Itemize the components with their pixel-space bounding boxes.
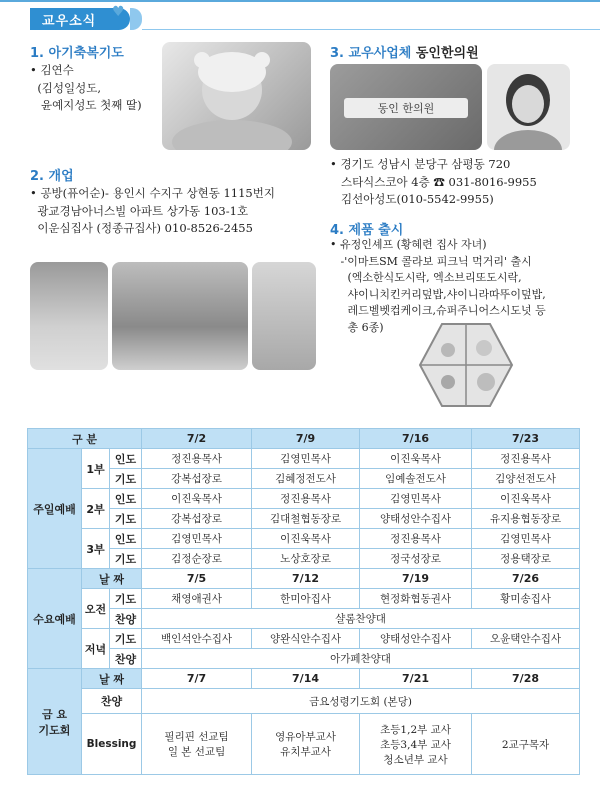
table-row: [28, 449, 580, 469]
s4-body: • 유정인셰프 (황혜련 집사 자녀) -'이마트SM 콜라보 피크닉 먹거리' 출시 (엑소한식도시락, 엑소브리또도시락, 샤이니치킨커리덮밥,샤이니라따뚜이덮밥, 레드벨벳컵케이크,슈퍼주니어스시도넛 등 총 6종): [330, 238, 546, 334]
table-cell: 금요성령기도회 (본당): [142, 689, 580, 714]
role-label: 기도: [110, 589, 142, 609]
fri-label-1: 금 요: [41, 707, 68, 721]
date-cell: 7/12: [252, 569, 360, 589]
baby-image-icon: [162, 42, 311, 150]
table-row: [28, 489, 580, 509]
evening-label: 저녁: [82, 629, 110, 669]
table-cell: 김영민목사: [252, 449, 360, 469]
shop-photo-1: [30, 262, 108, 370]
date-cell: 7/19: [360, 569, 472, 589]
date-cell: 7/16: [360, 429, 472, 449]
role-label: 찬양: [110, 609, 142, 629]
table-cell: 정진용목사: [472, 449, 580, 469]
role-label: Blessing: [82, 714, 142, 775]
role-label: 찬양: [110, 649, 142, 669]
schedule-table: [27, 428, 580, 775]
table-row: [28, 669, 580, 689]
table-row: [28, 589, 580, 609]
s2-title: 개업: [48, 169, 74, 184]
role-label: 기도: [110, 509, 142, 529]
service-3-label: 3부: [82, 529, 110, 569]
date-cell: 7/26: [472, 569, 580, 589]
table-cell: 채영애권사: [142, 589, 252, 609]
fri-label: [28, 669, 82, 775]
role-label: 기도: [110, 469, 142, 489]
table-cell: 백인석안수집사: [142, 629, 252, 649]
role-label: 기도: [110, 549, 142, 569]
table-cell: 임예솔전도사: [360, 469, 472, 489]
table-cell: [360, 714, 472, 775]
header-label: 구 분: [28, 429, 142, 449]
table-cell: 김영민목사: [472, 529, 580, 549]
date-cell: 7/9: [252, 429, 360, 449]
bless-line: 초등1,2부 교사: [380, 723, 451, 736]
s4-line-1: 유정인셰프 (황혜련 집사 자녀): [340, 238, 487, 251]
table-row: [28, 429, 580, 449]
heart-icon: ♥: [112, 4, 125, 20]
baby-photo: [162, 42, 311, 150]
s3-number: 3.: [330, 46, 344, 61]
bless-line: 유치부교사: [280, 746, 331, 758]
s1-heading: [30, 42, 124, 61]
table-cell: 김영민목사: [360, 489, 472, 509]
date-label: 날 짜: [82, 669, 142, 689]
table-cell: 김영민목사: [142, 529, 252, 549]
s1-number: 1.: [30, 46, 44, 61]
table-row: [28, 609, 580, 629]
s1-title: 아기축복기도: [48, 46, 124, 61]
table-cell: 양완식안수집사: [252, 629, 360, 649]
s3-line-2: 스타식스코아 4층 ☎ 031-8016-9955: [340, 174, 537, 189]
table-cell: 정국성장로: [360, 549, 472, 569]
table-cell: 김정순장로: [142, 549, 252, 569]
fri-label-2: 기도회: [38, 723, 71, 737]
role-label: 인도: [110, 489, 142, 509]
table-cell: 이진욱목사: [472, 489, 580, 509]
bless-line: 필리핀 선교팀: [164, 731, 229, 743]
sunday-label: 주일예배: [28, 449, 82, 569]
table-row: [28, 469, 580, 489]
product-box-icon: [418, 320, 514, 410]
clinic-sign: [344, 98, 468, 118]
table-cell: 김대철협동장로: [252, 509, 360, 529]
bless-line: 초등3,4부 교사: [380, 738, 451, 751]
date-cell: 7/7: [142, 669, 252, 689]
s2-body: • 공방(퓨어순)- 용인시 수지구 상현동 1115번지 광교경남아너스빌 아파트 상가동 103-1호 이운심집사 (정종규집사) 010-8526-2455: [30, 186, 275, 235]
table-cell: 강복섭장로: [142, 469, 252, 489]
s4-title: 제품 출시: [348, 223, 404, 238]
table-row: [28, 509, 580, 529]
date-label: 날 짜: [82, 569, 142, 589]
s3-name: 동인한의원: [415, 46, 479, 61]
bless-line: 일 본 선교팀: [167, 746, 226, 758]
s2-line-1: 공방(퓨어순)- 용인시 수지구 상현동 1115번지: [40, 186, 275, 200]
s1-body: • 김연수 (김성일성도, 윤예지성도 첫째 딸): [30, 63, 142, 112]
date-cell: 7/23: [472, 429, 580, 449]
s1-name: 김연수: [40, 63, 74, 77]
date-cell: 7/2: [142, 429, 252, 449]
bless-line: 2교구목자: [501, 738, 550, 751]
wed-label: 수요예배: [28, 569, 82, 669]
table-cell: 양태성안수집사: [360, 509, 472, 529]
table-cell: [252, 714, 360, 775]
s4-line-5: 레드벨벳컵케이크,슈퍼주니어스시도넛 등: [347, 304, 546, 317]
date-cell: 7/14: [252, 669, 360, 689]
morning-label: 오전: [82, 589, 110, 629]
table-cell: [142, 714, 252, 775]
shop-photo-2: [112, 262, 248, 370]
section-rule: [142, 29, 600, 30]
s1-detail-1: (김성일성도,: [37, 80, 101, 95]
s3-line-1: 경기도 성남시 분당구 삼평동 720: [340, 157, 511, 171]
table-row: [28, 629, 580, 649]
s3-line-3: 김선아성도(010-5542-9955): [340, 192, 494, 206]
clinic-sign-text: 동인 한의원: [377, 102, 435, 115]
table-cell: 노상호장로: [252, 549, 360, 569]
role-label: 기도: [110, 629, 142, 649]
role-label: 찬양: [82, 689, 142, 714]
top-rule: [0, 0, 600, 2]
table-cell: 정진용목사: [142, 449, 252, 469]
table-cell: 정진용목사: [252, 489, 360, 509]
date-cell: 7/21: [360, 669, 472, 689]
bless-line: 청소년부 교사: [383, 753, 448, 766]
table-cell: 양태성안수집사: [360, 629, 472, 649]
s3-heading: [330, 42, 479, 61]
table-cell: 이진욱목사: [142, 489, 252, 509]
date-cell: 7/5: [142, 569, 252, 589]
s3-title: 교우사업체: [348, 46, 412, 61]
table-row: [28, 569, 580, 589]
table-cell: 김혜정전도사: [252, 469, 360, 489]
table-cell: 현정화협동권사: [360, 589, 472, 609]
date-cell: 7/28: [472, 669, 580, 689]
table-cell: 김양선전도사: [472, 469, 580, 489]
role-label: 인도: [110, 449, 142, 469]
table-cell: 오윤택안수집사: [472, 629, 580, 649]
table-row: [28, 529, 580, 549]
s3-body: • 경기도 성남시 분당구 삼평동 720 스타식스코아 4층 ☎ 031-8016-9955 김선아성도(010-5542-9955): [330, 157, 537, 206]
table-row: [28, 689, 580, 714]
table-cell: 황미송집사: [472, 589, 580, 609]
s4-line-2: -'이마트SM 콜라보 피크닉 먹거리' 출시: [340, 254, 532, 268]
service-2-label: 2부: [82, 489, 110, 529]
service-1-label: 1부: [82, 449, 110, 489]
s4-line-4: 샤이니치킨커리덮밥,샤이니라따뚜이덮밥,: [347, 287, 546, 301]
section-title: 교우소식: [42, 13, 97, 29]
s4-line-3: (엑소한식도시락, 엑소브리또도시락,: [347, 271, 522, 284]
s2-line-3: 이운심집사 (정종규집사) 010-8526-2455: [37, 221, 253, 235]
table-cell: 아가페찬양대: [142, 649, 580, 669]
table-row: [28, 549, 580, 569]
table-cell: 강복섭장로: [142, 509, 252, 529]
bless-line: 영유아부교사: [275, 731, 336, 743]
table-cell: 정진용목사: [360, 529, 472, 549]
s4-line-6: 총 6종): [347, 320, 384, 334]
shop-photo-3: [252, 262, 316, 370]
s4-number: 4.: [330, 223, 344, 238]
table-row: [28, 714, 580, 775]
role-label: 인도: [110, 529, 142, 549]
table-row: [28, 649, 580, 669]
table-cell: 한미아집사: [252, 589, 360, 609]
table-cell: 이진욱목사: [360, 449, 472, 469]
s2-line-2: 광교경남아너스빌 아파트 상가동 103-1호: [37, 203, 249, 218]
table-cell: 정용택장로: [472, 549, 580, 569]
table-cell: 샬롬찬양대: [142, 609, 580, 629]
s4-heading: [330, 219, 403, 238]
person-icon: [487, 64, 570, 150]
table-cell: 유지용협동장로: [472, 509, 580, 529]
s2-heading: [30, 165, 74, 184]
table-cell: 이진욱목사: [252, 529, 360, 549]
owner-photo: [487, 64, 570, 150]
s2-number: 2.: [30, 169, 44, 184]
table-cell: [472, 714, 580, 775]
clinic-sign-photo: [330, 64, 482, 150]
s1-detail-2: 윤예지성도 첫째 딸): [40, 98, 142, 112]
